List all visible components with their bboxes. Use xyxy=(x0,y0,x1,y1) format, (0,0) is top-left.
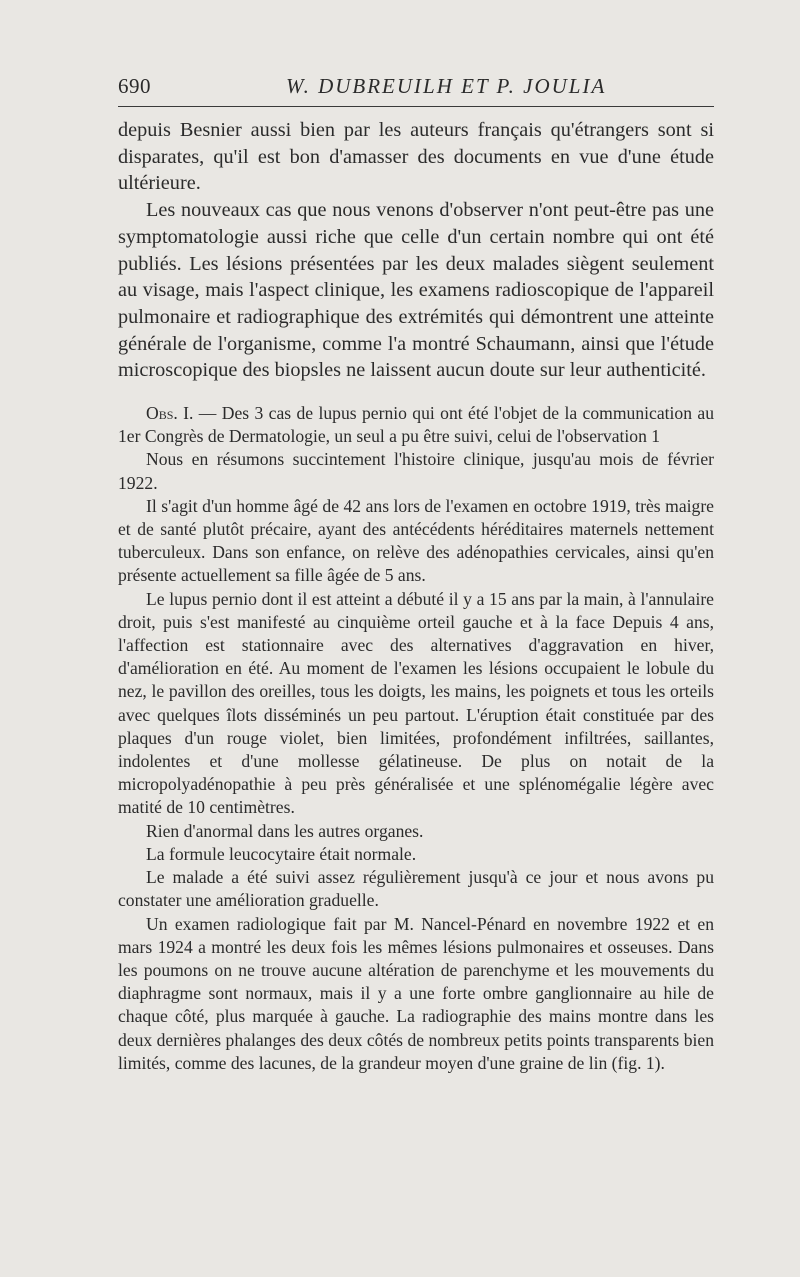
page-header xyxy=(118,70,714,104)
intro-section xyxy=(118,117,714,384)
observation-paragraph-7: Le malade a été suivi assez régulièrement jusqu'à ce jour et nous avons pu constater une amélioration graduelle. xyxy=(118,867,714,911)
running-title: W. DUBREUILH ET P. JOULIA xyxy=(286,74,607,98)
observation-section xyxy=(118,402,714,1075)
observation-paragraph-1 xyxy=(118,402,714,448)
observation-paragraph-6: La formule leucocytaire était normale. xyxy=(146,843,417,864)
header-rule xyxy=(118,106,714,107)
intro-paragraph-2: Les nouveaux cas que nous venons d'observer n'ont peut-être pas une symptomatologie aussi riche que celle d'un certain nombre qui ont été publiés. Les lésions présentées par les deux malades siègent seulement au visage, mais l'aspect clinique, les examens radioscopique de l'appareil pulmonaire et radiographique des extrémités qui démontrent une atteinte générale de l'organisme, comme l'a montré Schaumann, ainsi que l'étude microscopique des biopsles ne laissent aucun doute sur leur authenticité. xyxy=(118,199,714,382)
observation-paragraph-2: Nous en résumons succintement l'histoire clinique, jusqu'au mois de février 1922. xyxy=(118,449,714,493)
observation-paragraph-3: Il s'agit d'un homme âgé de 42 ans lors de l'examen en octobre 1919, très maigre et de santé plutôt précaire, ayant des antécédents héréditaires maternels nettement tuberculeux. Dans son enfance, on relève des adénopathies cervicales, ainsi qu'en présente actuellement sa fille âgée de 5 ans. xyxy=(118,495,714,586)
observation-paragraph-4: Le lupus pernio dont il est atteint a débuté il y a 15 ans par la main, à l'annulaire droit, puis s'est manifesté au cinquième orteil gauche et à la face Depuis 4 ans, l'affection est stationnaire avec des alternatives d'aggravation en hiver, d'amélioration en été. Au moment de l'examen les lésions occupaient le lobule du nez, le pavillon des oreilles, tous les doigts, les mains, les poignets et tous les orteils avec quelques îlots disséminés un peu partout. L'éruption était constituée par des plaques d'un rouge violet, bien limitées, profondément infiltrées, saillantes, indolentes et d'une mollesse gélatineuse. De plus on notait de la micropolyadénopathie à peu près généralisée et une splénomégalie légère avec matité de 10 centimètres. xyxy=(118,588,714,818)
intro-paragraph-1: depuis Besnier aussi bien par les auteurs français qu'étrangers sont si disparates, qu'il est bon d'amasser des documents en vue d'une étude ultérieure. xyxy=(118,119,714,195)
observation-paragraph-8: Un examen radiologique fait par M. Nancel-Pénard en novembre 1922 et en mars 1924 a montré les deux fois les mêmes lésions pulmonaires et osseuses. Dans les poumons on ne trouve aucune altération de parenchyme et les mouvements du diaphragme sont normaux, mais il y a une forte ombre ganglionnaire au hile de chaque côté, plus marquée à gauche. La radiographie des mains montre dans les deux dernières phalanges des deux côtés de nombreux petits points transparents bien limités, comme des lacunes, de la grandeur moyen d'une graine de lin (fig. 1). xyxy=(118,913,714,1073)
observation-label: Obs. I. xyxy=(146,403,194,424)
body-text xyxy=(118,117,714,1075)
observation-paragraph-1-text: — Des 3 cas de lupus pernio qui ont été l'objet de la communication au 1er Congrès de Dermatologie, un seul a pu être suivi, celui de l'observation 1 xyxy=(118,403,714,447)
observation-paragraph-5: Rien d'anormal dans les autres organes. xyxy=(146,820,424,841)
page-number: 690 xyxy=(118,74,151,98)
